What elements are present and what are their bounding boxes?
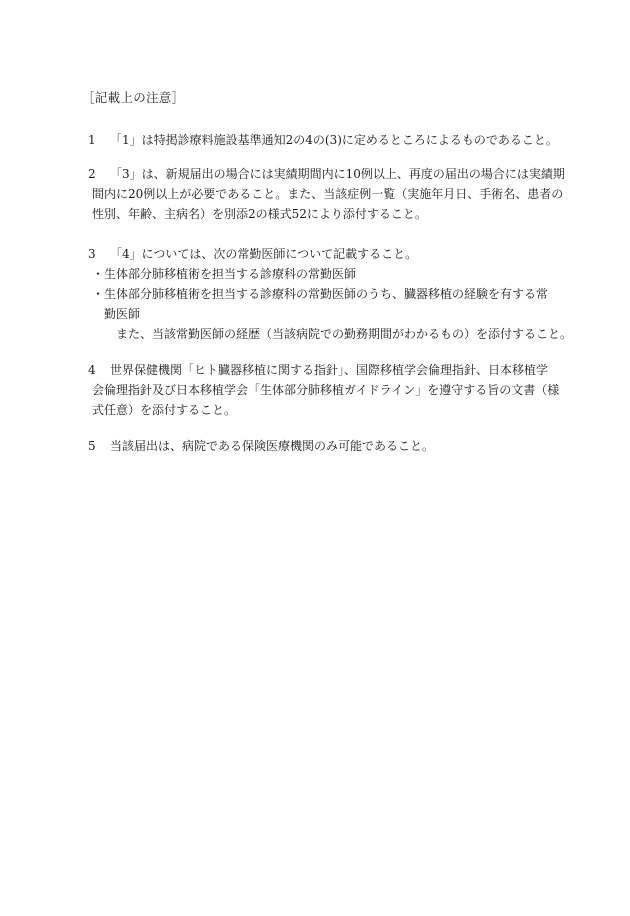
note-number: 4	[88, 363, 96, 377]
note-number: 5	[88, 439, 96, 453]
note-text-line: 「1」は特掲診療料施設基準通知2の4の(3)に定めるところによるものであること。	[110, 133, 558, 147]
note-text-line: また、当該常勤医師の経歴（当該病院での勤務期間がわかるもの）を添付すること。	[116, 327, 573, 341]
note-text-line: 会倫理指針及び日本移植学会「生体部分肺移植ガイドライン」を遵守する旨の文書（様	[92, 383, 560, 397]
note-text-line: 勤医師	[104, 307, 141, 321]
note-number: 1	[88, 133, 96, 147]
note-number: 2	[88, 167, 96, 181]
note-text-line: 当該届出は、病院である保険医療機関のみ可能であること。	[110, 439, 435, 453]
note-number: 3	[88, 247, 96, 261]
note-text-line: 性別、年齢、主病名）を別添2の様式52により添付すること。	[92, 207, 427, 221]
note-text-line: 世界保健機関「ヒト臓器移植に関する指針」、国際移植学会倫理指針、日本移植学	[110, 363, 549, 377]
notes-heading: ［記載上の注意］	[82, 90, 185, 105]
note-text-line: 「4」については、次の常勤医師について記載すること。	[110, 247, 418, 261]
note-bullet-line: ・生体部分肺移植術を担当する診療科の常勤医師	[92, 267, 357, 281]
note-text-line: 「3」は、新規届出の場合には実績期間内に10例以上、再度の届出の場合には実績期	[110, 167, 565, 181]
note-text-line: 間内に20例以上が必要であること。また、当該症例一覧（実施年月日、手術名、患者の	[92, 187, 564, 201]
note-bullet-line: ・生体部分肺移植術を担当する診療科の常勤医師のうち、臓器移植の経験を有する常	[92, 287, 549, 301]
note-text-line: 式任意）を添付すること。	[92, 403, 237, 417]
